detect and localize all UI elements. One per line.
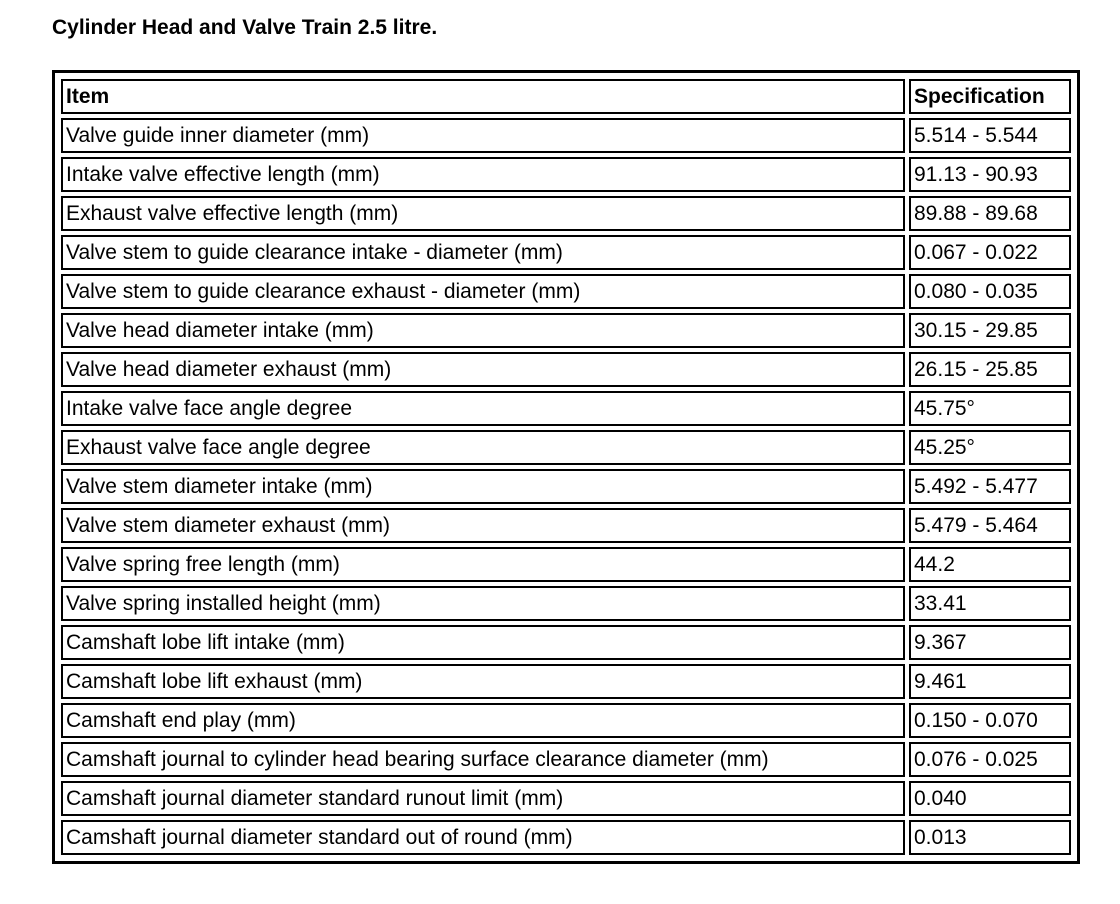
table-row — [61, 469, 1071, 504]
specification-cell: 26.15 - 25.85 — [909, 352, 1071, 387]
specification-cell: 89.88 - 89.68 — [909, 196, 1071, 231]
specification-cell: 45.75° — [909, 391, 1071, 426]
table-row — [61, 352, 1071, 387]
table-row — [61, 547, 1071, 582]
specification-cell: 0.150 - 0.070 — [909, 703, 1071, 738]
specification-cell: 33.41 — [909, 586, 1071, 621]
table-row — [61, 430, 1071, 465]
header-specification: Specification — [909, 79, 1071, 114]
table-row — [61, 157, 1071, 192]
specification-cell: 0.067 - 0.022 — [909, 235, 1071, 270]
item-cell: Valve head diameter exhaust (mm) — [61, 352, 905, 387]
table-row — [61, 313, 1071, 348]
item-cell: Intake valve effective length (mm) — [61, 157, 905, 192]
specification-cell: 0.040 — [909, 781, 1071, 816]
item-cell: Camshaft journal diameter standard runout limit (mm) — [61, 781, 905, 816]
specification-cell: 0.013 — [909, 820, 1071, 855]
table-row — [61, 508, 1071, 543]
item-cell: Valve guide inner diameter (mm) — [61, 118, 905, 153]
specification-cell: 0.080 - 0.035 — [909, 274, 1071, 309]
page-title: Cylinder Head and Valve Train 2.5 litre. — [52, 16, 438, 39]
table-row — [61, 391, 1071, 426]
item-cell: Camshaft journal to cylinder head bearing surface clearance diameter (mm) — [61, 742, 905, 777]
spec-table-frame — [52, 70, 1080, 864]
header-item: Item — [61, 79, 905, 114]
specification-cell: 9.367 — [909, 625, 1071, 660]
table-row — [61, 118, 1071, 153]
specification-cell: 5.492 - 5.477 — [909, 469, 1071, 504]
item-cell: Valve stem diameter intake (mm) — [61, 469, 905, 504]
specification-cell: 91.13 - 90.93 — [909, 157, 1071, 192]
item-cell: Camshaft journal diameter standard out of round (mm) — [61, 820, 905, 855]
specification-cell: 5.514 - 5.544 — [909, 118, 1071, 153]
table-row — [61, 703, 1071, 738]
specification-cell: 44.2 — [909, 547, 1071, 582]
item-cell: Exhaust valve face angle degree — [61, 430, 905, 465]
specification-cell: 45.25° — [909, 430, 1071, 465]
table-row — [61, 625, 1071, 660]
item-cell: Valve stem diameter exhaust (mm) — [61, 508, 905, 543]
table-row — [61, 820, 1071, 855]
table-row — [61, 742, 1071, 777]
item-cell: Camshaft end play (mm) — [61, 703, 905, 738]
specification-cell: 30.15 - 29.85 — [909, 313, 1071, 348]
table-row — [61, 196, 1071, 231]
specification-cell: 0.076 - 0.025 — [909, 742, 1071, 777]
table-row — [61, 274, 1071, 309]
item-cell: Intake valve face angle degree — [61, 391, 905, 426]
table-row — [61, 235, 1071, 270]
table-row — [61, 781, 1071, 816]
table-row — [61, 664, 1071, 699]
table-row — [61, 586, 1071, 621]
item-cell: Valve head diameter intake (mm) — [61, 313, 905, 348]
item-cell: Camshaft lobe lift exhaust (mm) — [61, 664, 905, 699]
table-header-row — [61, 79, 1071, 114]
item-cell: Valve stem to guide clearance exhaust - diameter (mm) — [61, 274, 905, 309]
item-cell: Valve spring installed height (mm) — [61, 586, 905, 621]
specification-cell: 9.461 — [909, 664, 1071, 699]
item-cell: Camshaft lobe lift intake (mm) — [61, 625, 905, 660]
item-cell: Valve spring free length (mm) — [61, 547, 905, 582]
item-cell: Exhaust valve effective length (mm) — [61, 196, 905, 231]
item-cell: Valve stem to guide clearance intake - diameter (mm) — [61, 235, 905, 270]
specification-cell: 5.479 - 5.464 — [909, 508, 1071, 543]
spec-table — [57, 75, 1075, 859]
